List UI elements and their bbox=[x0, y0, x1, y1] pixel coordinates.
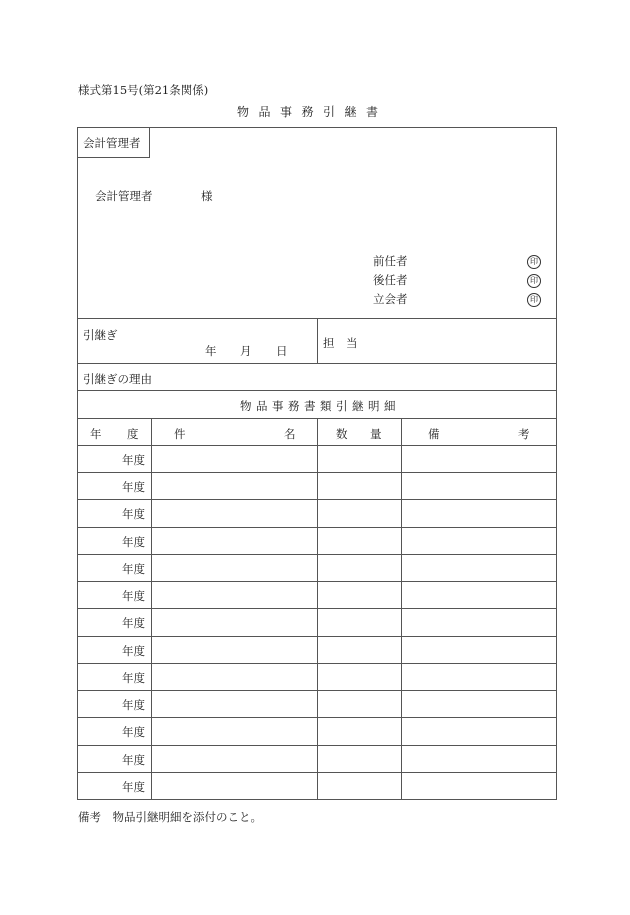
quantity-cell[interactable] bbox=[318, 582, 401, 608]
quantity-cell[interactable] bbox=[318, 637, 401, 663]
item-name-cell[interactable] bbox=[152, 664, 317, 690]
form-number: 様式第15号(第21条関係) bbox=[78, 83, 209, 97]
divider bbox=[77, 363, 557, 364]
item-name-cell[interactable] bbox=[152, 773, 317, 799]
item-name-cell[interactable] bbox=[152, 555, 317, 581]
signatory-predecessor: 前任者 bbox=[373, 254, 408, 268]
column-header-remarks-2: 考 bbox=[518, 427, 530, 441]
column-header-item-name-2: 名 bbox=[284, 427, 296, 441]
remarks-cell[interactable] bbox=[402, 773, 556, 799]
table-row-year-label: 年度 bbox=[122, 725, 145, 739]
recipient-label: 会計管理者 bbox=[83, 136, 141, 150]
table-row-year-label: 年度 bbox=[122, 753, 145, 767]
table-row-year-label: 年度 bbox=[122, 616, 145, 630]
seal-icon: 印 bbox=[527, 272, 541, 288]
quantity-cell[interactable] bbox=[318, 446, 401, 472]
remarks-cell[interactable] bbox=[402, 473, 556, 499]
item-name-cell[interactable] bbox=[152, 500, 317, 526]
seal-icon: 印 bbox=[527, 291, 541, 307]
column-header-remarks: 備 bbox=[428, 427, 440, 441]
remarks-cell[interactable] bbox=[402, 746, 556, 772]
table-row-year-label: 年度 bbox=[122, 589, 145, 603]
table-row-year-label: 年度 bbox=[122, 780, 145, 794]
quantity-cell[interactable] bbox=[318, 718, 401, 744]
divider bbox=[317, 318, 318, 363]
handover-day-label: 日 bbox=[276, 344, 288, 358]
remarks-cell[interactable] bbox=[402, 582, 556, 608]
column-header-item-name: 件 bbox=[174, 427, 186, 441]
item-name-cell[interactable] bbox=[152, 691, 317, 717]
table-row-year-label: 年度 bbox=[122, 671, 145, 685]
honorific: 様 bbox=[201, 189, 213, 203]
column-header-year: 年 bbox=[90, 427, 102, 441]
divider bbox=[77, 390, 557, 391]
remarks-cell[interactable] bbox=[402, 691, 556, 717]
table-row-year-label: 年度 bbox=[122, 562, 145, 576]
reason-label: 引継ぎの理由 bbox=[83, 372, 152, 386]
column-header-quantity: 数 bbox=[336, 427, 348, 441]
column-header-quantity-2: 量 bbox=[370, 427, 382, 441]
item-name-cell[interactable] bbox=[152, 718, 317, 744]
handover-year-label: 年 bbox=[205, 344, 217, 358]
remarks-cell[interactable] bbox=[402, 500, 556, 526]
handover-month-label: 月 bbox=[240, 344, 252, 358]
item-name-cell[interactable] bbox=[152, 528, 317, 554]
quantity-cell[interactable] bbox=[318, 664, 401, 690]
item-name-cell[interactable] bbox=[152, 637, 317, 663]
item-name-cell[interactable] bbox=[152, 609, 317, 635]
table-row-year-label: 年度 bbox=[122, 453, 145, 467]
document-title: 物品事務引継書 bbox=[237, 105, 388, 119]
quantity-cell[interactable] bbox=[318, 609, 401, 635]
table-row-year-label: 年度 bbox=[122, 698, 145, 712]
table-row-year-label: 年度 bbox=[122, 480, 145, 494]
remarks-cell[interactable] bbox=[402, 664, 556, 690]
quantity-cell[interactable] bbox=[318, 773, 401, 799]
seal-icon: 印 bbox=[527, 253, 541, 269]
detail-table-title: 物品事務書類引継明細 bbox=[240, 399, 400, 413]
remarks-cell[interactable] bbox=[402, 528, 556, 554]
signatory-witness: 立会者 bbox=[373, 292, 408, 306]
person-in-charge-label: 担 当 bbox=[323, 336, 358, 350]
remarks-cell[interactable] bbox=[402, 718, 556, 744]
remarks-cell[interactable] bbox=[402, 637, 556, 663]
remarks-cell[interactable] bbox=[402, 555, 556, 581]
item-name-cell[interactable] bbox=[152, 473, 317, 499]
handover-label: 引継ぎ bbox=[83, 328, 118, 342]
item-name-cell[interactable] bbox=[152, 446, 317, 472]
remarks-cell[interactable] bbox=[402, 446, 556, 472]
signatory-successor: 後任者 bbox=[373, 273, 408, 287]
footnote: 備考 物品引継明細を添付のこと。 bbox=[78, 810, 262, 824]
quantity-cell[interactable] bbox=[318, 473, 401, 499]
table-row-year-label: 年度 bbox=[122, 507, 145, 521]
remarks-cell[interactable] bbox=[402, 609, 556, 635]
table-row-year-label: 年度 bbox=[122, 644, 145, 658]
item-name-cell[interactable] bbox=[152, 746, 317, 772]
quantity-cell[interactable] bbox=[318, 500, 401, 526]
quantity-cell[interactable] bbox=[318, 528, 401, 554]
addressee: 会計管理者 bbox=[95, 189, 153, 203]
column-header-year-2: 度 bbox=[127, 427, 139, 441]
quantity-cell[interactable] bbox=[318, 555, 401, 581]
quantity-cell[interactable] bbox=[318, 746, 401, 772]
item-name-cell[interactable] bbox=[152, 582, 317, 608]
table-row-year-label: 年度 bbox=[122, 535, 145, 549]
quantity-cell[interactable] bbox=[318, 691, 401, 717]
